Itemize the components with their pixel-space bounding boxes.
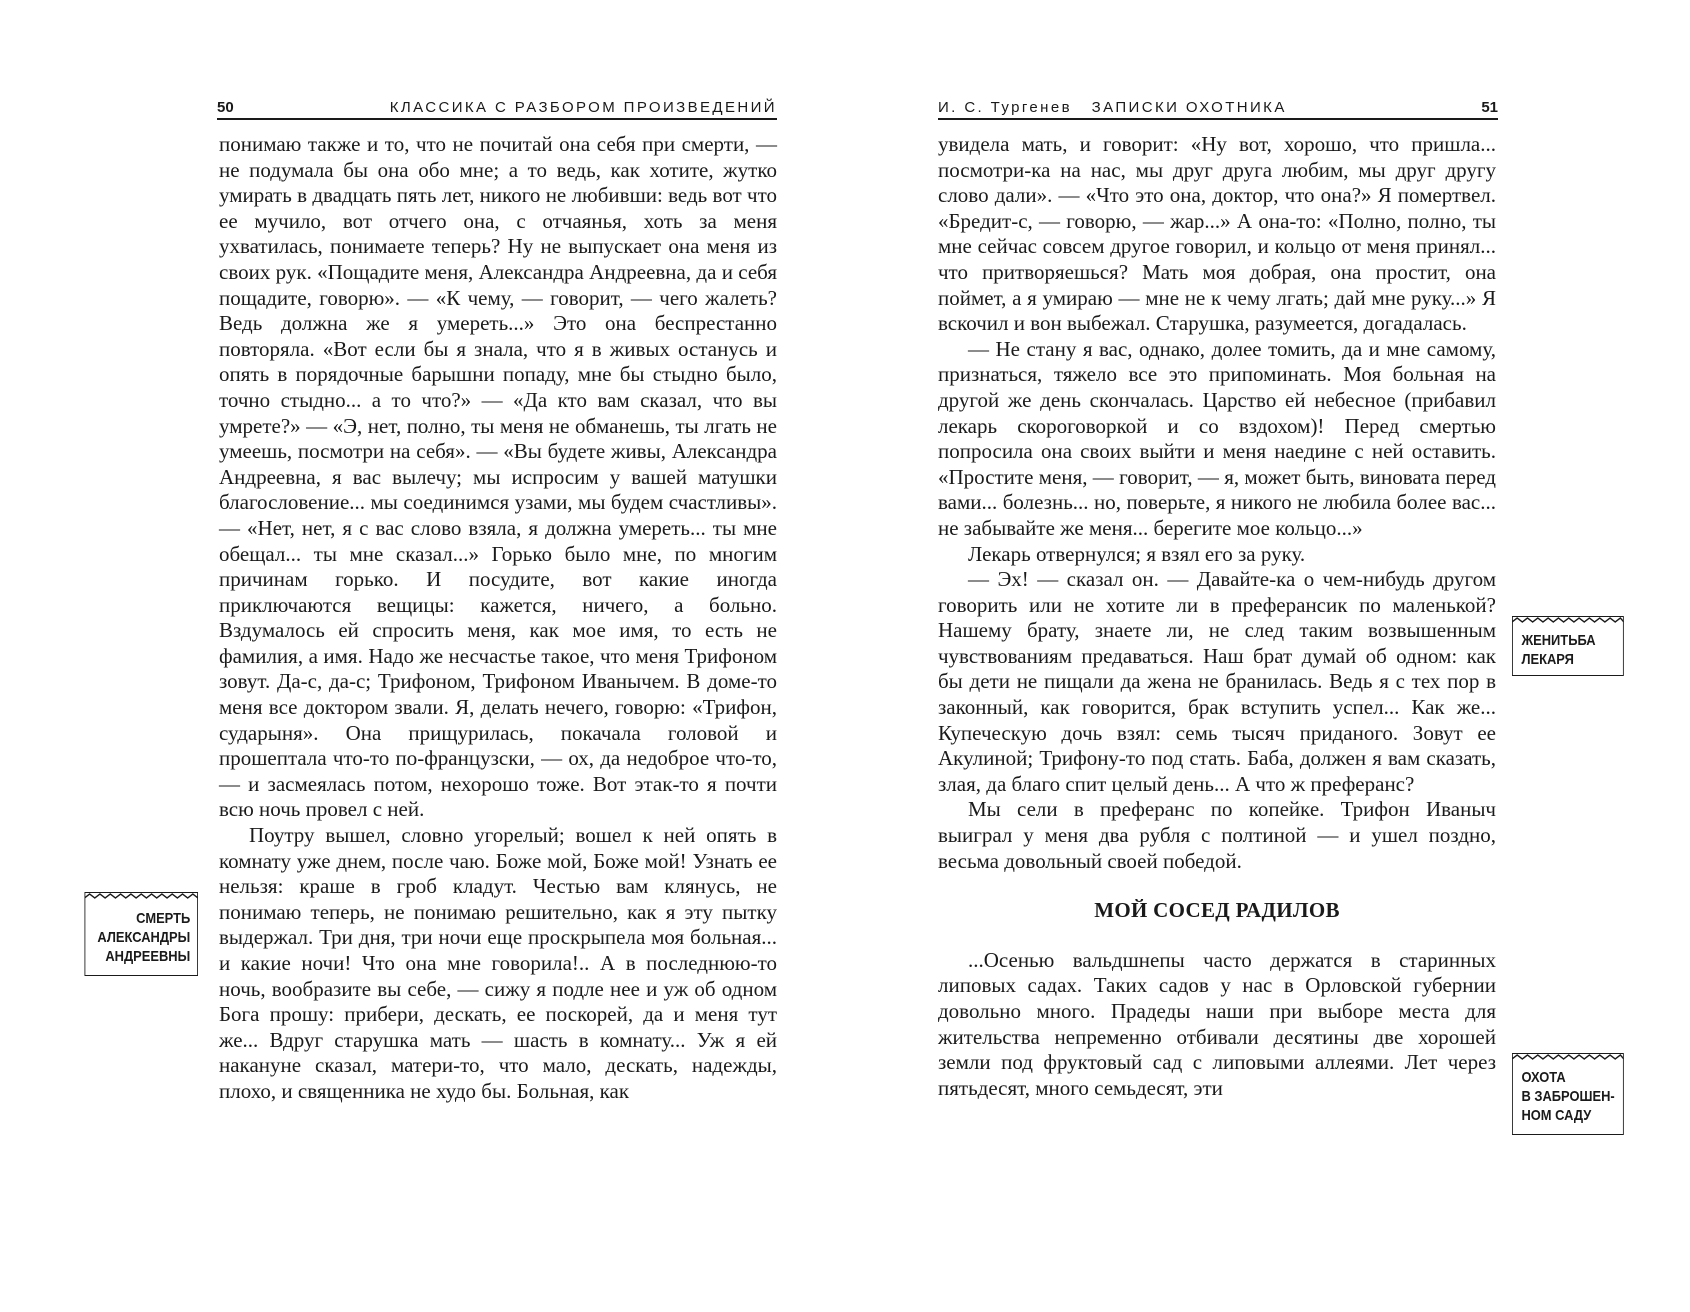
paragraph: Мы сели в преферанс по копейке. Трифон Иваныч выиграл у меня два рубля с полтиной — и ушел поздно, весьма довольный своей победой. [938,797,1496,873]
running-head: И. С. Тургенев ЗАПИСКИ ОХОТНИКА [938,99,1287,116]
paragraph: ...Осенью вальдшнепы часто держатся в старинных липовых садах. Таких садов у нас в Орловской губернии довольно много. Прадеды наши при выборе места для жительства непременно отбивали десятины две хорошей земли под фруктовый сад с липовыми аллеями. Лет через пятьдесят, много семьдесят, эти [938,947,1496,1100]
sidenote-label: ЖЕНИТЬБА ЛЕКАРЯ [1521,632,1596,668]
wavy-border-icon [1512,1053,1624,1061]
sidenote-hunt-in-garden [1512,1053,1624,1135]
paragraph: понимаю также и то, что не почитай она себя при смерти, — не подумала бы она обо мне; а то ведь, как хотите, жутко умирать в двадцать пять лет, никого не любивши: ведь вот что ее мучило, вот отчего она, с отчаянья, хоть за меня ухватилась, понимаете теперь? Ну не выпускает она меня из своих рук. «Пощадите меня, Александра Андреевна, да и себя пощадите, говорю». — «К чему, — говорит, — чего жалеть? Ведь должна же я умереть...» Это она беспрестанно повторяла. «Вот если бы я знала, что я в живых останусь и опять в порядочные барышни попаду, мне бы стыдно было, точно стыдно... а то что?» — «Да кто вам сказал, что вы умрете?» — «Э, нет, полно, ты меня не обманешь, ты лгать не умеешь, посмотри на себя». — «Вы будете живы, Александра Андреевна, я вас вылечу; мы испросим у вашей матушки благословение... мы соединимся узами, мы будем счастливы». — «Нет, нет, я с вас слово взяла, я должна умереть... ты мне обещал... ты мне сказал...» Горько было мне, по многим причинам горько. И посудите, вот какие иногда приключаются вещицы: кажется, ничего, а больно. Вздумалось ей спросить меня, как мое имя, то есть не фамилия, а имя. Надо же несчастье такое, что меня Трифоном зовут. Да-с, да-с; Трифоном, Трифоном Иванычем. В доме-то меня все доктором звали. Я, делать нечего, говорю: «Трифон, сударыня». Она прищурилась, покачала головой и прошептала что-то по-французски, — ох, да недоброе что-то, — и засмеялась потом, нехорошо тоже. Вот этак-то я почти всю ночь провел с ней. [219,132,777,822]
left-body-text [219,132,777,1105]
chapter-title: МОЙ СОСЕД РАДИЛОВ [1094,898,1340,923]
sidenote-label: ОХОТА В ЗАБРОШЕН- НОМ САДУ [1521,1069,1615,1124]
right-running-header [938,94,1498,120]
paragraph: — Эх! — сказал он. — Давайте-ка о чем-нибудь другом говорить или не хотите ли в преферансик по маленькой? Нашему брату, знаете ли, не след таким возвышенным чувствованиям предаваться. Наш брат думай об одном: как бы дети не пищали да жена не бранилась. Ведь я с тех пор в законный, как говорится, брак вступить успел... Как же... Купеческую дочь взял: семь тысяч приданого. Зовут ее Акулиной; Трифону-то под стать. Баба, должен я вам сказать, злая, да благо спит целый день... А что ж преферанс? [938,567,1496,796]
sidenote-label: СМЕРТЬ АЛЕКСАНДРЫ АНДРЕЕВНЫ [97,910,191,965]
paragraph: — Не стану я вас, однако, долее томить, да и мне самому, признаться, тяжело все это припоминать. Моя больная на другой же день скончалась. Царство ей небесное (прибавил лекарь скороговоркой и со вздохом)! Перед смертью попросила она своих выйти и меня наедине с ней оставить. «Простите меня, — говорит, — я, может быть, виновата перед вами... болезнь... но, поверьте, я никого не любила более вас... не забывайте же меня... берегите мое кольцо...» [938,336,1496,540]
sidenote-doctor-marriage [1512,616,1624,676]
wavy-border-icon [84,892,198,900]
paragraph: Поутру вышел, словно угорелый; вошел к ней опять в комнату уже днем, после чаю. Боже мой, Боже мой! Узнать ее нельзя: краше в гроб кладут. Честью вам клянусь, не понимаю теперь, не понимаю решительно, как я эту пытку выдержал. Три дня, три ночи еще проскрыпела моя больная... и какие ночи! Что она мне говорила!.. А в последнюю-то ночь, вообразите вы себе, — сижу я подле нее и уж об одном Бога прошу: прибери, дескать, ее поскорей, да и меня тут же... Вдруг старушка мать — шасть в комнату... Уж я ей накануне сказал, матери-то, что мало, дескать, надежды, плохо, и священника не худо бы. Больная, как [219,823,777,1103]
left-running-header [217,94,777,120]
right-body-text [938,132,1496,1101]
paragraph: Лекарь отвернулся; я взял его за руку. [968,541,1306,566]
wavy-border-icon [1512,616,1624,624]
paragraph: увидела мать, и говорит: «Ну вот, хорошо, что пришла... посмотри-ка на нас, мы друг друга любим, мы друг другу слово дали». — «Что это она, доктор, что она?» Я помертвел. «Бредит-с, — говорю, — жар...» А она-то: «Полно, полно, ты мне сейчас совсем другое говорил, и кольцо от меня принял... что притворяешься? Мать моя добрая, она простит, она поймет, а я умираю — мне не к чему лгать; дай мне руку...» Я вскочил и вон выбежал. Старушка, разумеется, догадалась. [938,132,1496,336]
sidenote-death-of-alexandra [84,892,198,976]
page-number: 50 [217,99,234,116]
page-number: 51 [1481,99,1498,116]
running-head: КЛАССИКА С РАЗБОРОМ ПРОИЗВЕДЕНИЙ [389,99,777,116]
